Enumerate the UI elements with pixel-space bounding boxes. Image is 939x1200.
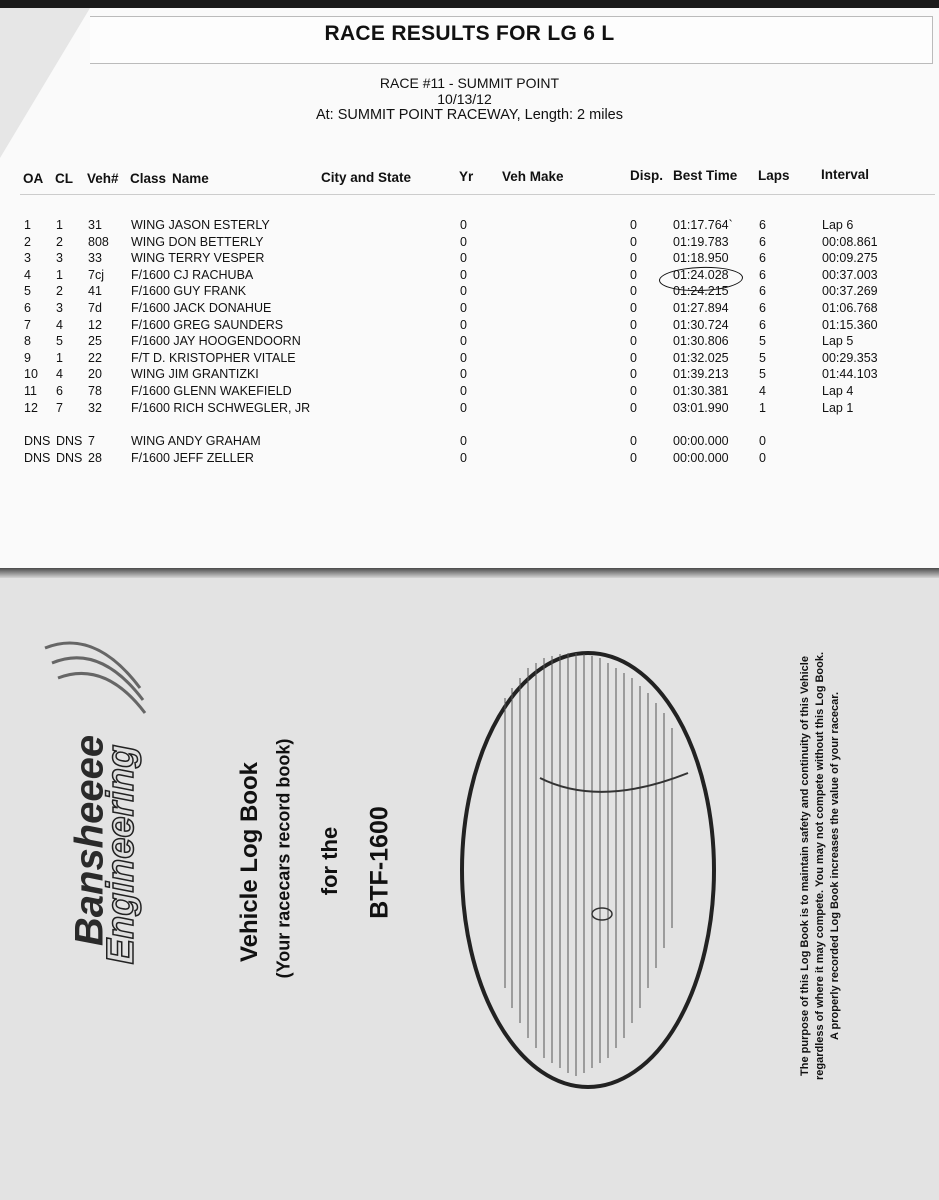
cell-veh: 7cj [88,267,104,282]
cell-best: 01:18.950 [673,251,729,266]
cell-laps: 6 [759,218,766,232]
table-row [0,218,939,234]
cell-interval: 00:37.269 [822,284,878,299]
race-name: RACE #11 - SUMMIT POINT [379,75,560,91]
cell-class-name: F/1600 GREG SAUNDERS [131,317,284,332]
table-row [0,318,939,334]
header-veh: Veh# [87,171,119,186]
table-row [0,301,939,317]
purpose-line-3: A properly recorded Log Book increases the value of your racecar. [829,691,841,1041]
cell-class-name: F/1600 JEFF ZELLER [131,450,254,465]
table-row [0,235,939,251]
cell-class-name: F/T D. KRISTOPHER VITALE [131,350,296,365]
cell-disp: 0 [630,400,637,415]
cell-laps: 6 [759,234,766,249]
cell-yr: 0 [460,301,467,315]
cell-laps: 5 [759,334,766,349]
cell-disp: 0 [630,267,637,282]
cell-oa: 9 [24,350,31,365]
cell-class-name: F/1600 JAY HOOGENDOORN [131,334,301,349]
cell-laps: 6 [759,301,766,315]
cell-best: 01:17.764` [673,218,733,232]
cell-disp: 0 [630,367,637,382]
cell-best: 01:27.894 [673,301,729,315]
cell-veh: 32 [88,400,102,415]
cell-laps: 0 [759,450,766,465]
cell-yr: 0 [460,267,467,282]
cell-laps: 6 [759,251,766,266]
cell-disp: 0 [630,334,637,349]
table-row [0,351,939,367]
cell-disp: 0 [630,450,637,465]
results-title: RACE RESULTS FOR LG 6 L [324,22,615,45]
cell-cl: 6 [56,384,63,398]
header-laps: Laps [758,168,790,183]
cell-class-name: F/1600 GUY FRANK [131,284,247,299]
cell-yr: 0 [460,434,467,448]
cell-oa: DNS [24,434,51,448]
cell-cl: 5 [56,334,63,349]
purpose-line-1: The purpose of this Log Book is to maintain safety and continuity of this Vehicle [799,656,811,1076]
cell-yr: 0 [460,334,467,349]
cell-cl: 3 [56,251,63,266]
cell-interval: 00:09.275 [822,251,878,266]
cell-interval: Lap 6 [822,218,854,232]
cell-veh: 28 [88,450,102,465]
cell-interval: 01:15.360 [822,317,878,332]
cell-interval: 01:44.103 [822,367,878,382]
cell-class-name: F/1600 CJ RACHUBA [131,267,254,282]
cell-cl: 1 [56,350,63,365]
cell-veh: 22 [88,350,102,365]
cell-oa: 8 [24,334,31,349]
cell-class-name: WING JIM GRANTIZKI [131,367,259,382]
cell-cl: 4 [56,367,63,382]
cell-oa: 2 [24,234,31,249]
cell-class-name: WING JASON ESTERLY [131,218,270,232]
cell-best: 01:24.215 [673,284,729,299]
cell-yr: 0 [460,284,467,299]
cell-laps: 5 [759,367,766,382]
cell-disp: 0 [630,434,637,448]
cell-class-name: F/1600 RICH SCHWEGLER, JR [131,400,311,415]
cell-yr: 0 [460,251,467,266]
cell-yr: 0 [460,317,467,332]
cell-interval: 00:37.003 [822,267,878,282]
cell-cl: 1 [56,267,63,282]
logbook-title: Vehicle Log Book [236,761,263,963]
cell-cl: 2 [56,234,63,249]
cell-best: 01:19.783 [673,234,729,249]
cell-oa: DNS [24,450,51,465]
header-oa: OA [23,171,44,186]
cell-oa: 1 [24,218,31,232]
table-row [0,284,939,300]
cell-yr: 0 [460,384,467,398]
cell-interval: 00:29.353 [822,350,878,365]
car-oval [462,653,714,1087]
cell-laps: 6 [759,317,766,332]
cell-best: 03:01.990 [673,400,729,415]
cell-best: 01:32.025 [673,350,729,365]
cell-disp: 0 [630,251,637,266]
cell-veh: 78 [88,384,102,398]
for-the-label: for the [317,826,342,896]
table-row [0,401,939,417]
cell-best: 00:00.000 [673,434,729,448]
header-make: Veh Make [502,169,564,184]
header-city: City and State [321,170,412,185]
header-cl: CL [55,171,73,186]
logbook-subtitle: (Your racecars record book) [273,738,294,979]
table-row [0,268,939,284]
cell-cl: 7 [56,400,63,415]
cell-disp: 0 [630,317,637,332]
header-divider [20,194,935,195]
cell-interval: Lap 4 [822,384,854,398]
banshee-swoosh-logo [45,643,145,713]
brand-banshee: Bansheeee [67,734,112,947]
cell-cl: 1 [56,218,63,232]
race-results-sheet [0,8,939,568]
cell-veh: 25 [88,334,102,349]
cell-class-name: WING TERRY VESPER [131,251,265,266]
table-row [0,251,939,267]
cell-yr: 0 [460,367,467,382]
cell-yr: 0 [460,450,467,465]
cell-best: 01:39.213 [673,367,729,382]
header-interval: Interval [821,167,870,182]
header-yr: Yr [459,169,474,184]
cell-disp: 0 [630,234,637,249]
table-row [0,451,939,467]
header-name: Name [172,171,209,186]
cell-disp: 0 [630,218,637,232]
cell-cl: DNS [56,450,83,465]
cell-disp: 0 [630,384,637,398]
cell-yr: 0 [460,218,467,232]
cell-best: 01:24.028 [673,267,729,282]
cell-best: 01:30.381 [673,384,729,398]
brand-engineering: Engineering [100,744,142,965]
cell-veh: 808 [88,234,109,249]
cell-oa: 6 [24,301,31,315]
car-sketch [505,653,688,1076]
table-row [0,367,939,383]
header-best: Best Time [673,168,738,183]
cell-oa: 10 [24,367,38,382]
race-location: At: SUMMIT POINT RACEWAY, Length: 2 miles [315,107,623,123]
cell-laps: 6 [759,284,766,299]
cell-laps: 6 [759,267,766,282]
cell-veh: 12 [88,317,102,332]
cell-yr: 0 [460,234,467,249]
cell-cl: 4 [56,317,63,332]
cell-best: 01:30.806 [673,334,729,349]
cell-disp: 0 [630,301,637,315]
cell-oa: 3 [24,251,31,266]
cell-interval: 01:06.768 [822,301,878,315]
cell-cl: 2 [56,284,63,299]
cell-yr: 0 [460,400,467,415]
cell-veh: 20 [88,367,102,382]
cell-class-name: F/1600 JACK DONAHUE [131,301,272,315]
cell-disp: 0 [630,284,637,299]
log-book-cover [0,568,939,1200]
cell-best: 01:30.724 [673,317,729,332]
cell-veh: 7d [88,301,102,315]
cell-best: 00:00.000 [673,450,729,465]
cell-veh: 7 [88,434,95,448]
cell-laps: 1 [759,400,766,415]
cell-oa: 4 [24,267,31,282]
cell-oa: 5 [24,284,31,299]
cell-disp: 0 [630,350,637,365]
cell-class-name: WING DON BETTERLY [131,234,264,249]
header-disp: Disp. [630,168,664,183]
cell-interval: Lap 5 [822,334,854,349]
table-row [0,434,939,450]
cell-laps: 0 [759,434,766,448]
cell-veh: 31 [88,218,102,232]
cell-oa: 12 [24,400,38,415]
table-row [0,384,939,400]
cell-cl: DNS [56,434,83,448]
cell-veh: 33 [88,251,102,266]
cell-laps: 5 [759,350,766,365]
model-name: BTF-1600 [365,806,394,919]
table-row [0,334,939,350]
cell-interval: Lap 1 [822,400,854,415]
cell-laps: 4 [759,384,766,398]
cell-oa: 7 [24,317,31,332]
cell-yr: 0 [460,350,467,365]
cell-oa: 11 [24,384,37,398]
cell-class-name: WING ANDY GRAHAM [131,434,261,448]
header-class: Class [130,171,167,186]
cell-interval: 00:08.861 [822,234,878,249]
cell-veh: 41 [88,284,102,299]
cell-cl: 3 [56,301,63,315]
purpose-line-2: regardless of where it may compete. You may not compete without this Log Book. [814,651,826,1081]
race-date: 10/13/12 [437,91,492,107]
cell-class-name: F/1600 GLENN WAKEFIELD [131,384,292,398]
